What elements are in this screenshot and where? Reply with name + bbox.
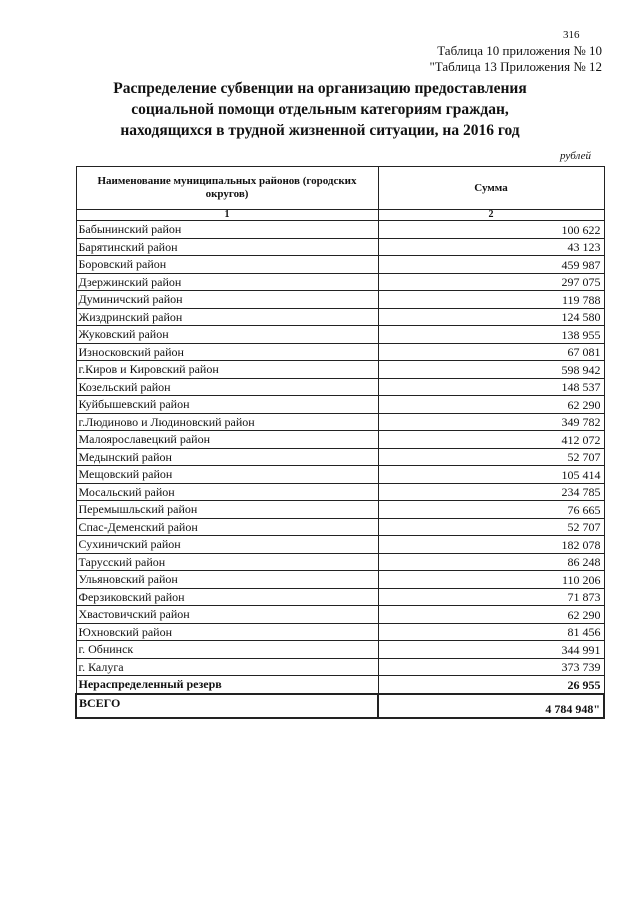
district-name: Перемышльский район <box>76 501 378 519</box>
total-name: ВСЕГО <box>76 694 378 718</box>
district-amount: 148 537 <box>378 378 604 396</box>
table-row <box>76 396 604 414</box>
table-row <box>76 413 604 431</box>
table-row <box>76 588 604 606</box>
district-amount: 52 707 <box>378 448 604 466</box>
district-amount: 100 622 <box>378 221 604 239</box>
reserve-name: Нераспределенный резерв <box>76 676 378 694</box>
district-amount: 297 075 <box>378 273 604 291</box>
table-row <box>76 623 604 641</box>
district-name: Ферзиковский район <box>76 588 378 606</box>
column-number: 1 <box>76 210 378 221</box>
column-number-row <box>76 210 604 221</box>
district-amount: 412 072 <box>378 431 604 449</box>
table-row <box>76 256 604 274</box>
table-row <box>76 658 604 676</box>
header-amount: Сумма <box>378 167 604 210</box>
district-name: Хвастовичский район <box>76 606 378 624</box>
district-amount: 459 987 <box>378 256 604 274</box>
district-amount: 62 290 <box>378 396 604 414</box>
district-name: Ульяновский район <box>76 571 378 589</box>
table-row <box>76 606 604 624</box>
district-name: Износковский район <box>76 343 378 361</box>
table-row <box>76 221 604 239</box>
header-name: Наименование муниципальных районов (городских округов) <box>76 167 378 210</box>
table-body <box>76 221 604 718</box>
district-amount: 86 248 <box>378 553 604 571</box>
district-name: Медынский район <box>76 448 378 466</box>
district-amount: 373 739 <box>378 658 604 676</box>
district-name: Мосальский район <box>76 483 378 501</box>
table-row <box>76 326 604 344</box>
reserve-amount: 26 955 <box>378 676 604 694</box>
district-amount: 81 456 <box>378 623 604 641</box>
table-row <box>76 378 604 396</box>
title-line: Распределение субвенции на организацию предоставления <box>113 80 527 97</box>
table-row <box>76 361 604 379</box>
units-label: рублей <box>560 150 591 162</box>
column-number: 2 <box>378 210 604 221</box>
appendix-note <box>429 43 602 75</box>
subvention-table <box>75 166 605 719</box>
appendix-note-line: Таблица 10 приложения № 10 <box>437 43 602 58</box>
total-amount: 4 784 948" <box>378 694 604 718</box>
district-amount: 598 942 <box>378 361 604 379</box>
district-amount: 234 785 <box>378 483 604 501</box>
district-amount: 52 707 <box>378 518 604 536</box>
district-name: Тарусский район <box>76 553 378 571</box>
district-name: Думиничский район <box>76 291 378 309</box>
district-name: Боровский район <box>76 256 378 274</box>
district-name: Сухиничский район <box>76 536 378 554</box>
district-amount: 62 290 <box>378 606 604 624</box>
table-row <box>76 291 604 309</box>
district-name: Козельский район <box>76 378 378 396</box>
district-name: Спас-Деменский район <box>76 518 378 536</box>
table-row <box>76 448 604 466</box>
table-row <box>76 238 604 256</box>
table-row <box>76 273 604 291</box>
table-row <box>76 501 604 519</box>
table-row <box>76 466 604 484</box>
title-line: социальной помощи отдельным категориям граждан, <box>131 101 509 118</box>
table-row <box>76 343 604 361</box>
title-line: находящихся в трудной жизненной ситуации, на 2016 год <box>120 122 520 139</box>
reserve-row <box>76 676 604 694</box>
district-name: Мещовский район <box>76 466 378 484</box>
document-title <box>110 78 530 141</box>
district-name: Куйбышевский район <box>76 396 378 414</box>
district-amount: 105 414 <box>378 466 604 484</box>
district-amount: 71 873 <box>378 588 604 606</box>
district-name: Барятинский район <box>76 238 378 256</box>
district-name: Юхновский район <box>76 623 378 641</box>
district-amount: 182 078 <box>378 536 604 554</box>
table-row <box>76 483 604 501</box>
table-row <box>76 641 604 659</box>
district-name: г.Людиново и Людиновский район <box>76 413 378 431</box>
district-amount: 138 955 <box>378 326 604 344</box>
table-row <box>76 553 604 571</box>
district-name: г. Калуга <box>76 658 378 676</box>
district-amount: 43 123 <box>378 238 604 256</box>
district-name: Жуковский район <box>76 326 378 344</box>
table-row <box>76 431 604 449</box>
district-amount: 124 580 <box>378 308 604 326</box>
district-amount: 67 081 <box>378 343 604 361</box>
district-amount: 119 788 <box>378 291 604 309</box>
district-name: г. Обнинск <box>76 641 378 659</box>
district-name: Малоярославецкий район <box>76 431 378 449</box>
total-row <box>76 694 604 718</box>
table-row <box>76 536 604 554</box>
district-name: г.Киров и Кировский район <box>76 361 378 379</box>
table-row <box>76 571 604 589</box>
district-name: Бабынинский район <box>76 221 378 239</box>
table-row <box>76 308 604 326</box>
district-name: Жиздринский район <box>76 308 378 326</box>
appendix-note-line: "Таблица 13 Приложения № 12 <box>429 59 602 74</box>
district-name: Дзержинский район <box>76 273 378 291</box>
district-amount: 110 206 <box>378 571 604 589</box>
district-amount: 344 991 <box>378 641 604 659</box>
header-row <box>76 167 604 210</box>
district-amount: 76 665 <box>378 501 604 519</box>
page-number: 316 <box>563 29 580 41</box>
district-amount: 349 782 <box>378 413 604 431</box>
table-row <box>76 518 604 536</box>
